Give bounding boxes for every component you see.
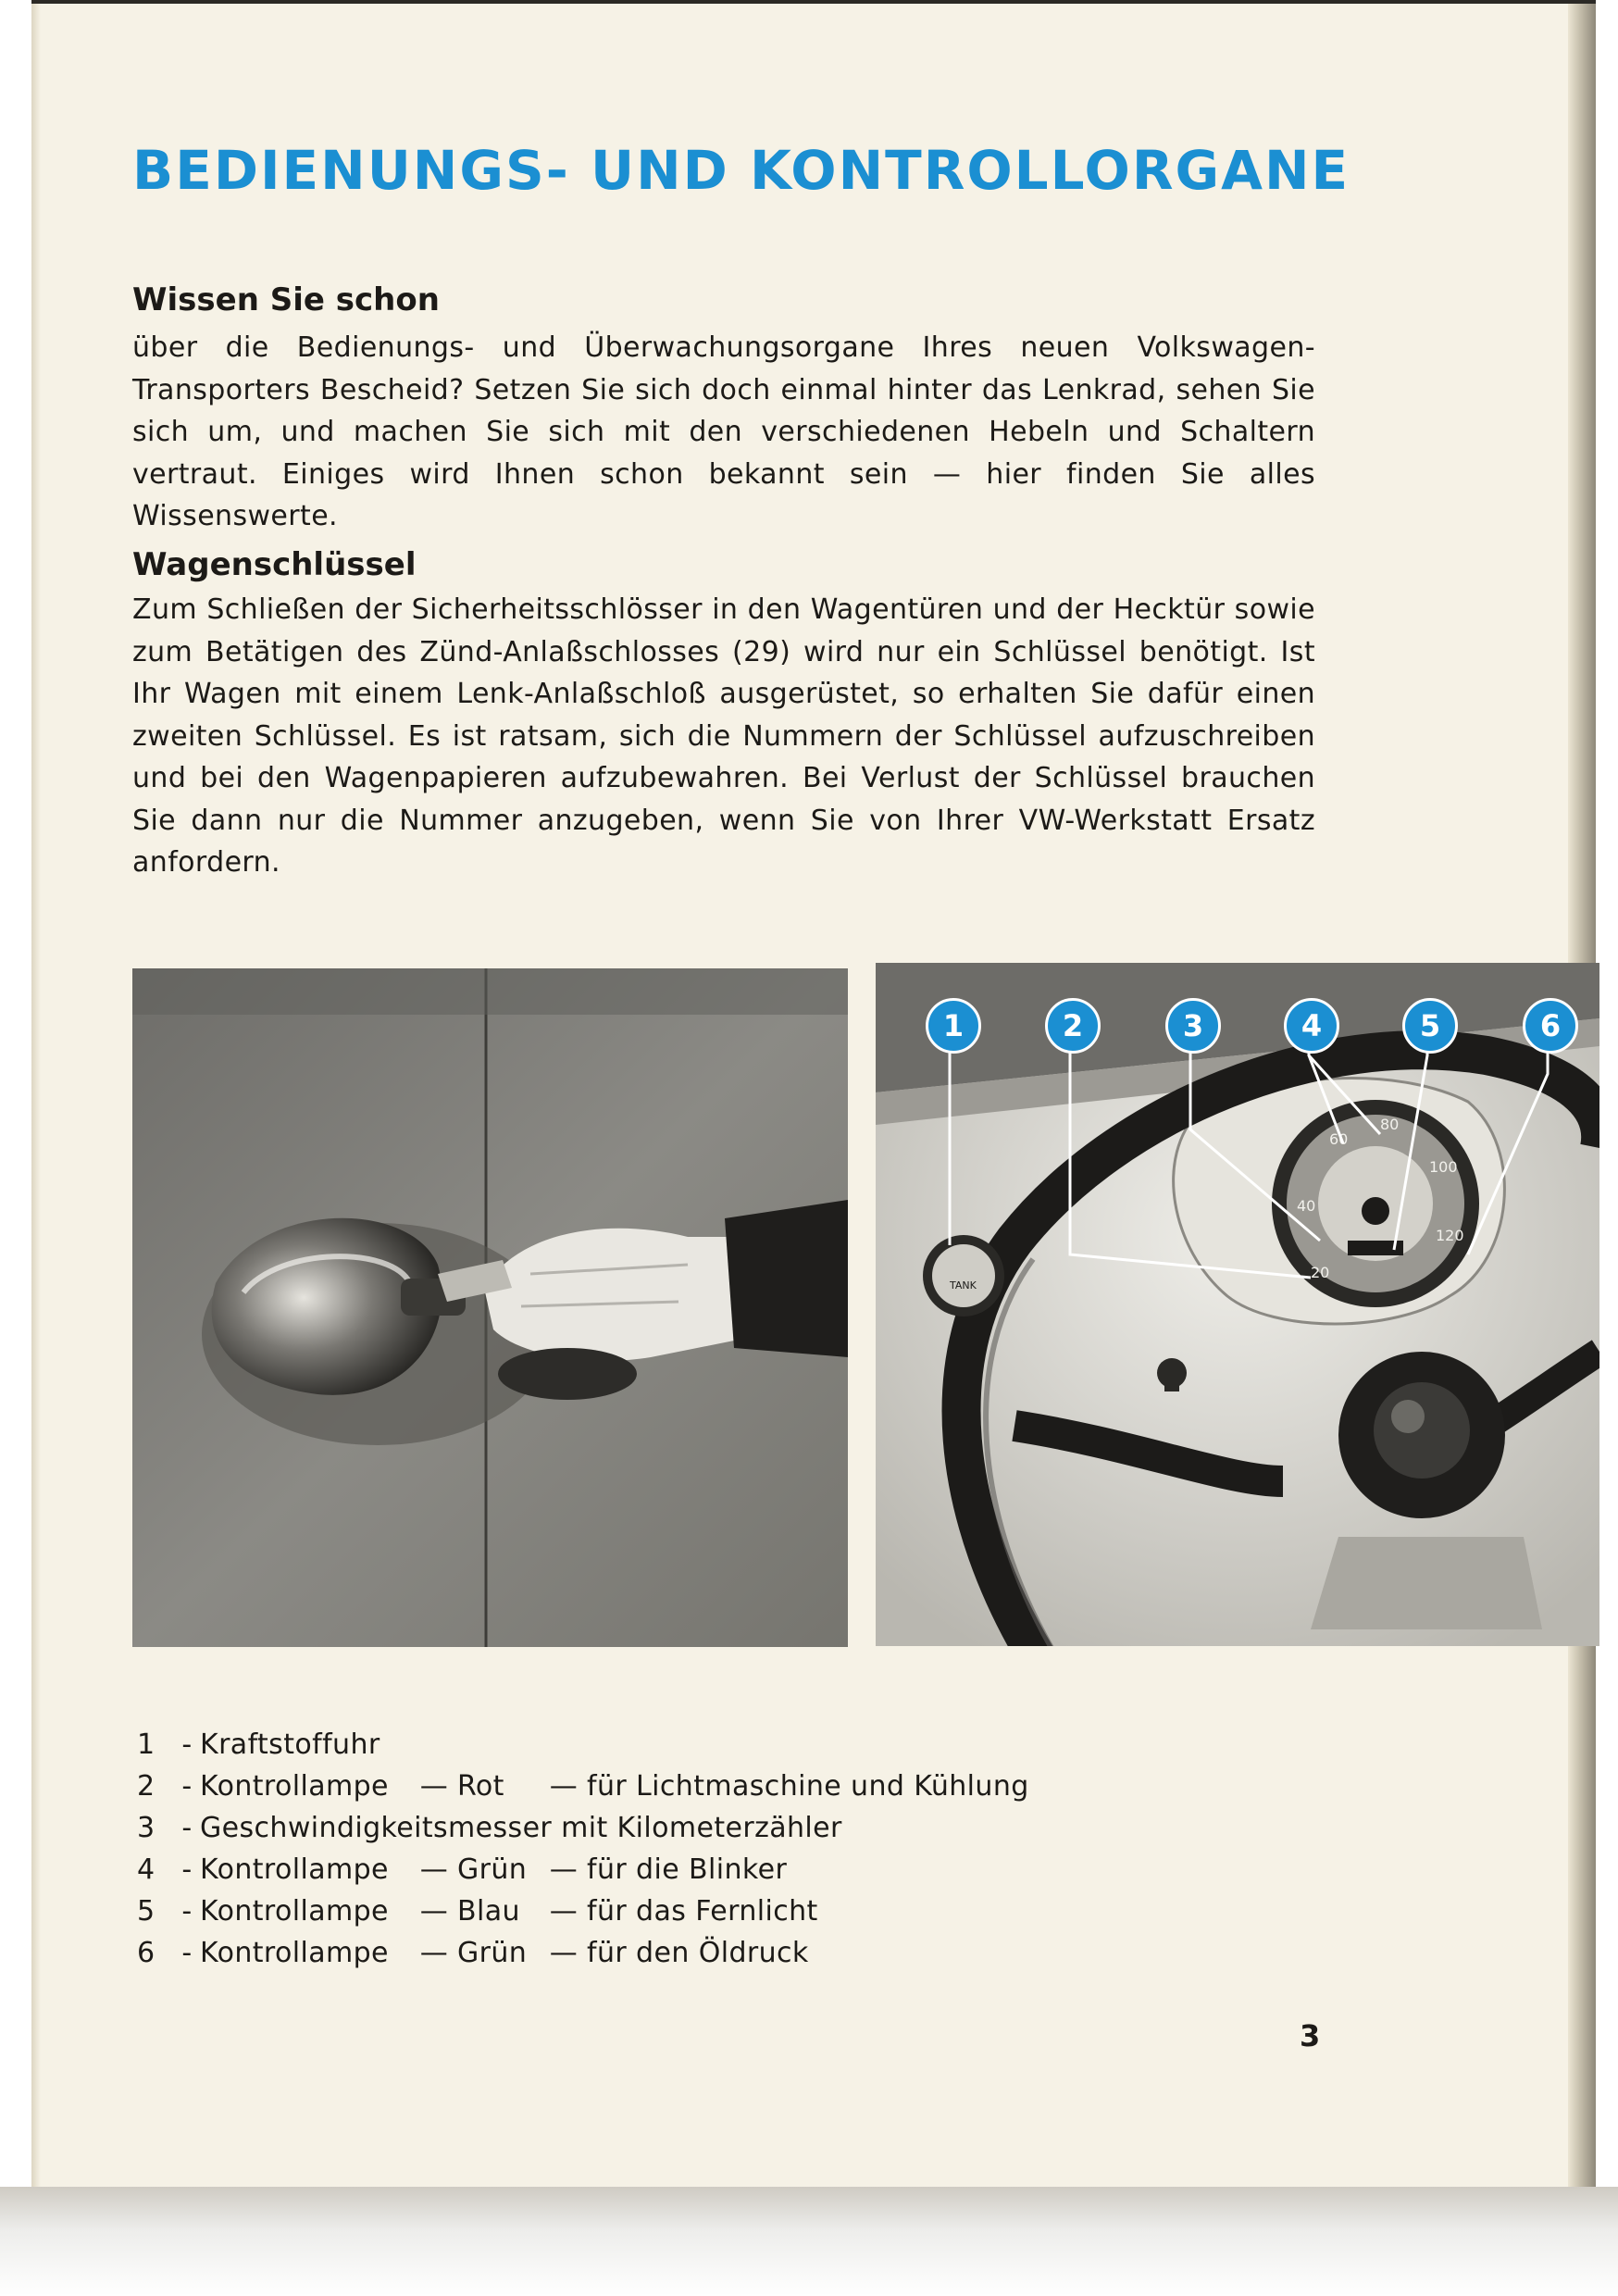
legend-separator: -: [181, 1770, 193, 1803]
door-key-photo: [132, 968, 848, 1647]
legend-item: Kontrollampe: [200, 1770, 389, 1803]
top-rule: [31, 0, 1596, 4]
legend-separator: -: [181, 1853, 193, 1886]
section-heading-wagenschluessel: Wagenschlüssel: [132, 546, 417, 583]
legend-number: 2: [137, 1770, 156, 1803]
legend-dash: —: [549, 1770, 579, 1803]
legend-number: 6: [137, 1937, 156, 1969]
legend-row-5: [137, 1890, 1029, 1932]
callout-5-badge: 5: [1402, 998, 1458, 1054]
legend-dash: —: [419, 1853, 449, 1886]
legend-number: 5: [137, 1895, 156, 1928]
legend-dash: —: [419, 1770, 449, 1803]
speedo-tick-60: 60: [1329, 1130, 1349, 1148]
legend-dash: —: [419, 1895, 449, 1928]
legend-number: 3: [137, 1812, 156, 1844]
callout-3-badge: 3: [1165, 998, 1221, 1054]
legend-item: Kontrollampe: [200, 1895, 389, 1928]
legend-row-6: [137, 1932, 1029, 1974]
legend-lamp-color: Rot: [457, 1770, 504, 1803]
legend-separator: -: [181, 1812, 193, 1844]
legend-row-4: [137, 1849, 1029, 1890]
section-text-wissen: über die Bedienungs- und Überwachungsorgane Ihres neuen Volkswagen-Transporters Bescheid? Setzen Sie sich doch einmal hinter das Lenkrad, sehen Sie sich um, und machen Sie sich mit den verschiedenen Hebeln und Schaltern vertraut. Einiges wird Ihnen schon bekannt sein — hier finden Sie alles Wissenswerte.: [132, 331, 1315, 532]
legend-row-1: [137, 1724, 1029, 1766]
speedo-tick-80: 80: [1380, 1116, 1400, 1133]
legend-separator: -: [181, 1728, 193, 1761]
speedo-tick-40: 40: [1297, 1197, 1316, 1215]
section-heading-wissen: Wissen Sie schon: [132, 281, 440, 318]
scan-bottom-shadow: [0, 2187, 1618, 2296]
legend-purpose: für das Fernlicht: [587, 1895, 818, 1928]
callout-2-badge: 2: [1045, 998, 1101, 1054]
callout-6-badge: 6: [1523, 998, 1578, 1054]
legend-separator: -: [181, 1937, 193, 1969]
legend-lamp-color: Grün: [457, 1937, 528, 1969]
legend-row-3: [137, 1807, 1029, 1849]
speedo-tick-100: 100: [1429, 1158, 1458, 1176]
legend-item: Kraftstoffuhr: [200, 1728, 380, 1761]
speedo-tick-120: 120: [1436, 1227, 1464, 1244]
legend-dash: —: [419, 1937, 449, 1969]
callout-4-badge: 4: [1284, 998, 1339, 1054]
legend-purpose: für Lichtmaschine und Kühlung: [587, 1770, 1029, 1803]
legend-item: Geschwindigkeitsmesser mit Kilometerzähler: [200, 1812, 842, 1844]
legend-dash: —: [549, 1895, 579, 1928]
legend-item: Kontrollampe: [200, 1853, 389, 1886]
page-left-edge: [31, 0, 41, 2187]
legend-dash: —: [549, 1853, 579, 1886]
section-text-wagenschluessel: Zum Schließen der Sicherheitsschlösser in den Wagentüren und der Hecktür sowie zum Betätigen des Zünd-Anlaßschlosses (29) wird nur ein Schlüssel benötigt. Ist Ihr Wagen mit einem Lenk-Anlaßschloß ausgerüstet, so erhalten Sie dafür einen zweiten Schlüssel. Es ist ratsam, sich die Nummern der Schlüssel aufzuschreiben und bei den Wagenpapieren aufzubewahren. Bei Verlust der Schlüssel brauchen Sie dann nur die Nummer anzugeben, wenn Sie von Ihrer VW-Werkstatt Ersatz anfordern.: [132, 593, 1315, 879]
callout-1-badge: 1: [926, 998, 981, 1054]
fuel-gauge-label: TANK: [950, 1279, 977, 1292]
legend-purpose: für die Blinker: [587, 1853, 788, 1886]
legend-item: Kontrollampe: [200, 1937, 389, 1969]
legend-number: 4: [137, 1853, 156, 1886]
page-number: 3: [1300, 2018, 1321, 2053]
figure-legend: [137, 1724, 1029, 1974]
legend-number: 1: [137, 1728, 156, 1761]
legend-row-2: [137, 1766, 1029, 1807]
legend-purpose: für den Öldruck: [587, 1937, 809, 1969]
legend-separator: -: [181, 1895, 193, 1928]
speedo-tick-20: 20: [1311, 1264, 1330, 1281]
legend-dash: —: [549, 1937, 579, 1969]
legend-lamp-color: Blau: [457, 1895, 520, 1928]
dashboard-photo: [876, 963, 1599, 1646]
page-title: BEDIENUNGS- UND KONTROLLORGANE: [132, 139, 1350, 202]
legend-lamp-color: Grün: [457, 1853, 528, 1886]
